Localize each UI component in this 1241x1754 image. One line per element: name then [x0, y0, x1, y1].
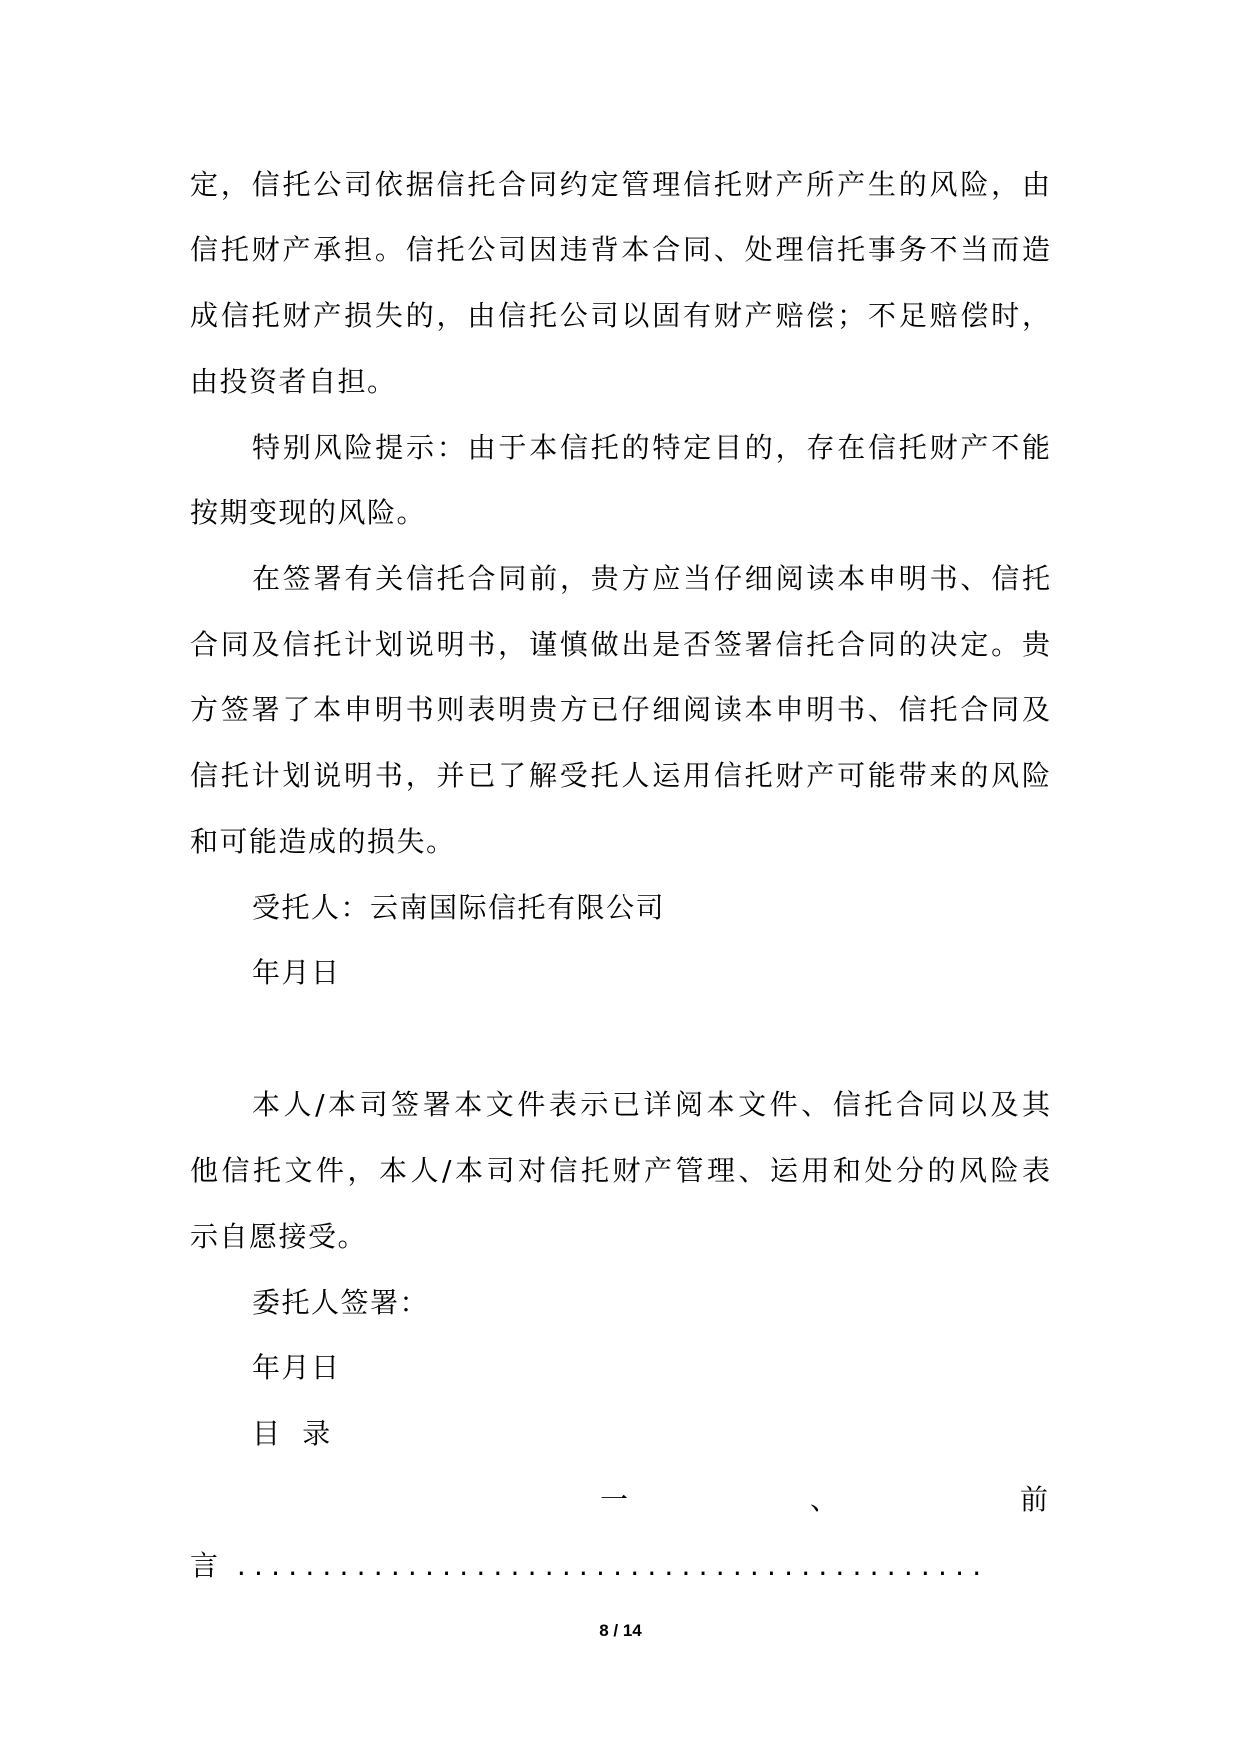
paragraph-line: 方签署了本申明书则表明贵方已仔细阅读本申明书、信托合同及 — [190, 693, 1050, 726]
trustee-line: 受托人：云南国际信托有限公司 — [252, 891, 666, 924]
toc-entry-bottom-row[interactable] — [190, 1544, 1050, 1588]
toc-leader-dots: ............................................ — [236, 1549, 990, 1582]
paragraph-line: 信托计划说明书，并已了解受托人运用信托财产可能带来的风险 — [190, 759, 1050, 792]
toc-entry-number: 一 — [600, 1483, 629, 1516]
toc-heading: 目 录 — [252, 1417, 332, 1450]
date-line: 年月日 — [252, 1351, 341, 1384]
paragraph-line: 由投资者自担。 — [190, 365, 397, 398]
paragraph-line: 在签署有关信托合同前，贵方应当仔细阅读本申明书、信托 — [252, 562, 1050, 595]
page-number: 8 / 14 — [599, 1621, 642, 1640]
paragraph-line: 本人/本司签署本文件表示已详阅本文件、信托合同以及其 — [252, 1088, 1050, 1121]
date-line: 年月日 — [252, 956, 341, 989]
paragraph-line: 他信托文件，本人/本司对信托财产管理、运用和处分的风险表 — [190, 1154, 1050, 1187]
toc-entry-title-end: 言 — [190, 1549, 219, 1582]
paragraph-line: 按期变现的风险。 — [190, 496, 427, 529]
paragraph-line: 成信托财产损失的，由信托公司以固有财产赔偿；不足赔偿时， — [190, 299, 1050, 332]
paragraph-line: 信托财产承担。信托公司因违背本合同、处理信托事务不当而造 — [190, 233, 1050, 266]
paragraph-line: 示自愿接受。 — [190, 1220, 368, 1253]
settlor-signature-line: 委托人签署： — [252, 1286, 430, 1319]
paragraph-line: 定，信托公司依据信托合同约定管理信托财产所产生的风险，由 — [190, 168, 1050, 201]
paragraph-line: 和可能造成的损失。 — [190, 825, 456, 858]
toc-entry-title-start: 前 — [1020, 1483, 1049, 1516]
paragraph-line: 合同及信托计划说明书，谨慎做出是否签署信托合同的决定。贵 — [190, 628, 1050, 661]
toc-entry-top-row — [190, 1478, 1050, 1522]
risk-notice-line: 特别风险提示：由于本信托的特定目的，存在信托财产不能 — [252, 431, 1050, 464]
toc-entry-separator: 、 — [810, 1483, 839, 1516]
